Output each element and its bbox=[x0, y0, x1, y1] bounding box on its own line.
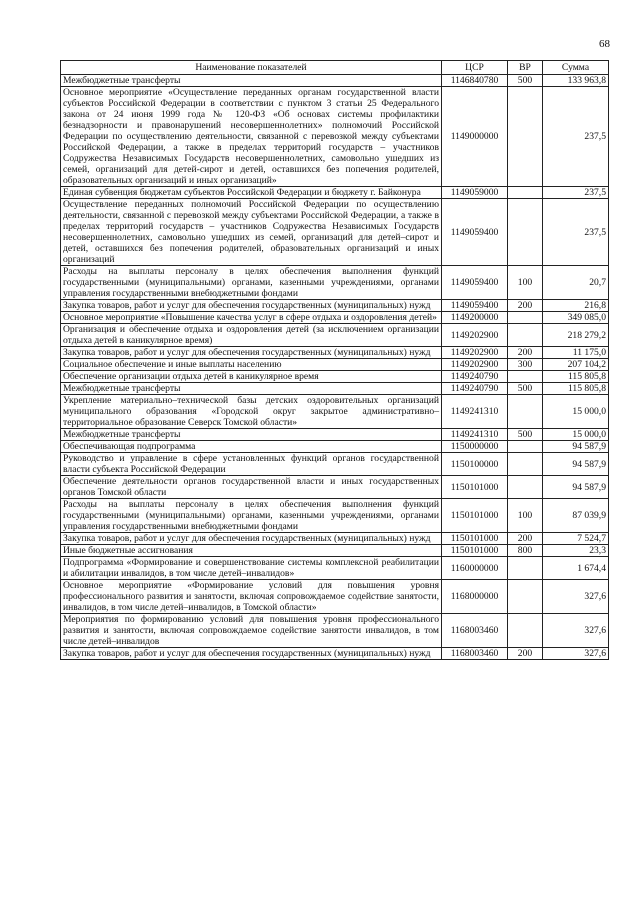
cell-name: Закупка товаров, работ и услуг для обеспечения государственных (муниципальных) нужд bbox=[61, 300, 442, 312]
cell-name: Межбюджетные трансферты bbox=[61, 75, 442, 87]
table-row bbox=[61, 580, 609, 614]
cell-csr: 1149059000 bbox=[442, 187, 508, 199]
table-body bbox=[61, 75, 609, 660]
cell-csr: 1160000000 bbox=[442, 557, 508, 580]
cell-vr: 100 bbox=[508, 266, 543, 300]
header-sum: Сумма bbox=[543, 61, 609, 75]
cell-sum: 207 104,2 bbox=[543, 359, 609, 371]
cell-name: Межбюджетные трансферты bbox=[61, 429, 442, 441]
table-row bbox=[61, 499, 609, 533]
cell-name: Обеспечение организации отдыха детей в каникулярное время bbox=[61, 371, 442, 383]
table-row bbox=[61, 648, 609, 660]
cell-vr bbox=[508, 395, 543, 429]
cell-csr: 1149000000 bbox=[442, 87, 508, 187]
table-row bbox=[61, 614, 609, 648]
table-row bbox=[61, 453, 609, 476]
cell-vr bbox=[508, 614, 543, 648]
cell-vr: 500 bbox=[508, 429, 543, 441]
cell-sum: 115 805,8 bbox=[543, 383, 609, 395]
cell-sum: 115 805,8 bbox=[543, 371, 609, 383]
cell-csr: 1149241310 bbox=[442, 429, 508, 441]
cell-name: Мероприятия по формированию условий для повышения уровня профессионального развития и занятости, включая сопровождаемое содействие занятости инвалидов, в том числе детей–инвалидов bbox=[61, 614, 442, 648]
cell-sum: 87 039,9 bbox=[543, 499, 609, 533]
cell-vr bbox=[508, 580, 543, 614]
cell-name: Организация и обеспечение отдыха и оздоровления детей (за исключением организации отдыха детей в каникулярное время) bbox=[61, 324, 442, 347]
cell-name: Закупка товаров, работ и услуг для обеспечения государственных (муниципальных) нужд bbox=[61, 533, 442, 545]
cell-vr bbox=[508, 476, 543, 499]
cell-sum: 7 524,7 bbox=[543, 533, 609, 545]
cell-vr bbox=[508, 312, 543, 324]
cell-csr: 1150100000 bbox=[442, 453, 508, 476]
header-name: Наименование показателей bbox=[61, 61, 442, 75]
cell-sum: 237,5 bbox=[543, 187, 609, 199]
cell-sum: 11 175,0 bbox=[543, 347, 609, 359]
cell-sum: 327,6 bbox=[543, 648, 609, 660]
cell-csr: 1149240790 bbox=[442, 383, 508, 395]
cell-csr: 1150101000 bbox=[442, 499, 508, 533]
page-number: 68 bbox=[599, 38, 610, 50]
cell-vr bbox=[508, 199, 543, 266]
cell-sum: 94 587,9 bbox=[543, 441, 609, 453]
cell-csr: 1149059400 bbox=[442, 266, 508, 300]
cell-vr: 200 bbox=[508, 533, 543, 545]
cell-name: Основное мероприятие «Формирование условий для повышения уровня профессионального развития и занятости, включая сопровождаемое содействие занятости, инвалидов, в том числе детей–инвалидов, в Томской области» bbox=[61, 580, 442, 614]
cell-vr: 300 bbox=[508, 359, 543, 371]
table-row bbox=[61, 300, 609, 312]
table-row bbox=[61, 533, 609, 545]
table-row bbox=[61, 359, 609, 371]
table-row bbox=[61, 324, 609, 347]
cell-sum: 15 000,0 bbox=[543, 395, 609, 429]
cell-name: Осуществление переданных полномочий Российской Федерации по осуществлению деятельности, связанной с перевозкой между субъектами Российской Федерации, а также в пределах территорий государств – участников Содружества Независимых Государств несовершеннолетних, самовольно ушедших из семей, организаций для детей–сирот и детей, оставшихся без попечения родителей, образовательных организаций и иных организаций bbox=[61, 199, 442, 266]
cell-vr bbox=[508, 87, 543, 187]
cell-sum: 94 587,9 bbox=[543, 476, 609, 499]
cell-sum: 1 674,4 bbox=[543, 557, 609, 580]
cell-vr: 800 bbox=[508, 545, 543, 557]
table-row bbox=[61, 429, 609, 441]
cell-name: Обеспечение деятельности органов государственной власти и иных государственных органов Томской области bbox=[61, 476, 442, 499]
header-csr: ЦСР bbox=[442, 61, 508, 75]
cell-vr bbox=[508, 324, 543, 347]
table-row bbox=[61, 75, 609, 87]
cell-sum: 216,8 bbox=[543, 300, 609, 312]
cell-vr: 500 bbox=[508, 383, 543, 395]
header-row bbox=[61, 61, 609, 75]
cell-csr: 1150101000 bbox=[442, 476, 508, 499]
cell-csr: 1146840780 bbox=[442, 75, 508, 87]
table-row bbox=[61, 347, 609, 359]
cell-csr: 1168003460 bbox=[442, 614, 508, 648]
cell-sum: 133 963,8 bbox=[543, 75, 609, 87]
cell-name: Подпрограмма «Формирование и совершенствование системы комплексной реабилитации и абилитации инвалидов, в том числе детей–инвалидов» bbox=[61, 557, 442, 580]
cell-csr: 1149059400 bbox=[442, 300, 508, 312]
cell-vr bbox=[508, 453, 543, 476]
table-row bbox=[61, 371, 609, 383]
cell-csr: 1149059400 bbox=[442, 199, 508, 266]
budget-table bbox=[60, 60, 609, 660]
cell-csr: 1149241310 bbox=[442, 395, 508, 429]
cell-csr: 1150101000 bbox=[442, 545, 508, 557]
cell-name: Основное мероприятие «Повышение качества услуг в сфере отдыха и оздоровления детей» bbox=[61, 312, 442, 324]
cell-sum: 20,7 bbox=[543, 266, 609, 300]
cell-vr: 100 bbox=[508, 499, 543, 533]
table-row bbox=[61, 441, 609, 453]
cell-csr: 1149202900 bbox=[442, 324, 508, 347]
table-row bbox=[61, 476, 609, 499]
cell-sum: 23,3 bbox=[543, 545, 609, 557]
table-row bbox=[61, 199, 609, 266]
cell-vr: 200 bbox=[508, 648, 543, 660]
cell-vr bbox=[508, 187, 543, 199]
cell-name: Социальное обеспечение и иные выплаты населению bbox=[61, 359, 442, 371]
cell-vr bbox=[508, 557, 543, 580]
cell-vr: 500 bbox=[508, 75, 543, 87]
table-row bbox=[61, 266, 609, 300]
cell-sum: 218 279,2 bbox=[543, 324, 609, 347]
cell-name: Руководство и управление в сфере установленных функций органов государственной власти субъекта Российской Федерации bbox=[61, 453, 442, 476]
cell-sum: 327,6 bbox=[543, 580, 609, 614]
cell-csr: 1168003460 bbox=[442, 648, 508, 660]
table-row bbox=[61, 557, 609, 580]
cell-vr bbox=[508, 441, 543, 453]
table-row bbox=[61, 312, 609, 324]
cell-sum: 237,5 bbox=[543, 87, 609, 187]
table-row bbox=[61, 383, 609, 395]
header-vr: ВР bbox=[508, 61, 543, 75]
cell-csr: 1150000000 bbox=[442, 441, 508, 453]
cell-name: Единая субвенция бюджетам субъектов Российской Федерации и бюджету г. Байконура bbox=[61, 187, 442, 199]
cell-name: Иные бюджетные ассигнования bbox=[61, 545, 442, 557]
cell-name: Укрепление материально–технической базы детских оздоровительных организаций муниципального образования «Городской округ закрытое административно–территориальное образование Северск Томской области» bbox=[61, 395, 442, 429]
cell-vr: 200 bbox=[508, 300, 543, 312]
cell-sum: 349 085,0 bbox=[543, 312, 609, 324]
cell-csr: 1168000000 bbox=[442, 580, 508, 614]
cell-name: Расходы на выплаты персоналу в целях обеспечения выполнения функций государственными (муниципальными) органами, казенными учреждениями, органами управления государственными внебюджетными фондами bbox=[61, 266, 442, 300]
cell-csr: 1149202900 bbox=[442, 359, 508, 371]
cell-name: Основное мероприятие «Осуществление переданных органам государственной власти субъектов Российской Федерации в соответствии с пунктом 3 статьи 25 Федерального закона от 24 июня 1999 года № 120-ФЗ «Об основах системы профилактики безнадзорности и правонарушений несовершеннолетних» полномочий Российской Федерации по осуществлению деятельности, связанной с перевозкой между субъектами Российской Федерации, а также в пределах территорий государств – участников Содружества Независимых Государств несовершеннолетних, самовольно ушедших из семей, организаций для детей-сирот и детей, оставшихся без попечения родителей, образовательных организаций и иных организаций» bbox=[61, 87, 442, 187]
table-row bbox=[61, 395, 609, 429]
cell-csr: 1149200000 bbox=[442, 312, 508, 324]
cell-name: Расходы на выплаты персоналу в целях обеспечения выполнения функций государственными (муниципальными) органами, казенными учреждениями, органами управления государственными внебюджетными фондами bbox=[61, 499, 442, 533]
cell-csr: 1149240790 bbox=[442, 371, 508, 383]
cell-csr: 1149202900 bbox=[442, 347, 508, 359]
cell-sum: 94 587,9 bbox=[543, 453, 609, 476]
table-row bbox=[61, 545, 609, 557]
cell-vr: 200 bbox=[508, 347, 543, 359]
cell-csr: 1150101000 bbox=[442, 533, 508, 545]
cell-name: Закупка товаров, работ и услуг для обеспечения государственных (муниципальных) нужд bbox=[61, 648, 442, 660]
cell-sum: 327,6 bbox=[543, 614, 609, 648]
cell-sum: 237,5 bbox=[543, 199, 609, 266]
cell-name: Межбюджетные трансферты bbox=[61, 383, 442, 395]
table-row bbox=[61, 187, 609, 199]
cell-vr bbox=[508, 371, 543, 383]
cell-name: Закупка товаров, работ и услуг для обеспечения государственных (муниципальных) нужд bbox=[61, 347, 442, 359]
cell-name: Обеспечивающая подпрограмма bbox=[61, 441, 442, 453]
table-row bbox=[61, 87, 609, 187]
cell-sum: 15 000,0 bbox=[543, 429, 609, 441]
